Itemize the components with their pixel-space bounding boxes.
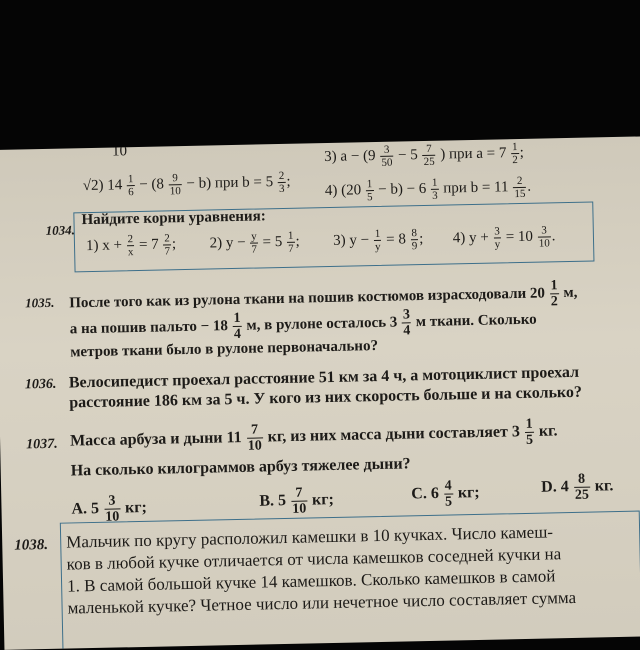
item3-mid: − 5 xyxy=(397,147,418,164)
problem-1037-number: 1037. xyxy=(26,436,58,453)
item4-mid: − b) − 6 xyxy=(378,180,427,198)
problem-1037-line-2: На сколько килограммов арбуз тяжелее дыни? xyxy=(70,455,411,480)
equation-4: 4) y + $\frac{3}{y}$ = 10 $\frac{3}{10}$ . xyxy=(452,224,556,251)
item3-fraction-1: $\frac{3}{50}$ xyxy=(381,143,393,169)
item3-when: ) при a = 7 xyxy=(440,145,507,163)
option-c: С. 6 $\frac{4}{5}$ кг; xyxy=(411,478,480,510)
item2-mid: − (8 xyxy=(139,176,165,193)
item4-fraction-2: $\frac{1}{3}$ xyxy=(431,176,438,202)
item2-end: − b) при b = 5 xyxy=(186,174,274,192)
cut-line xyxy=(112,143,127,160)
exercise-item-3: 3) a − (9 $\frac{3}{50}$ − 5 $\frac{7}{25}$ ) при a = 7 $\frac{1}{2}$ ; xyxy=(324,141,525,169)
item3-text: 3) a − (9 xyxy=(324,147,376,166)
exercise-item-2: √2) 14 $\frac{1}{6}$ − (8 $\frac{9}{10}$ − b) при b = 5 $\frac{2}{3}$ ; xyxy=(82,169,291,199)
item3-fraction-3: $\frac{1}{2}$ xyxy=(511,141,518,167)
item2-fraction-2: $\frac{9}{10}$ xyxy=(169,172,181,198)
problem-1038-line-3: 1. В самой большой кучке 14 камешков. Сколько камешков в самой xyxy=(66,566,556,596)
problem-1038-line-2: ков в любой кучке отличается от числа камешков соседней кучки на xyxy=(66,544,562,574)
item4-fraction-1: $\frac{1}{5}$ xyxy=(366,178,373,204)
exercise-item-4: 4) (20 $\frac{1}{5}$ − b) − 6 $\frac{1}{3}$ при b = 11 $\frac{2}{15}$ . xyxy=(324,174,532,204)
problem-1038-line-4: маленькой кучке? Четное число или нечетное число составляет сумма xyxy=(67,587,577,618)
option-a: А. 5 $\frac{3}{10}$ кг; xyxy=(71,493,148,525)
problem-1036-line-2: расстояние 186 км за 5 ч. У кого из них скорость больше и на сколько? xyxy=(69,383,583,412)
item2-fraction-3: $\frac{2}{3}$ xyxy=(278,169,285,196)
problem-1038-line-1: Мальчик по кругу расположил камешки в 10 кучках. Число камеш- xyxy=(66,522,554,552)
equation-2: 2) y − $\frac{y}{7}$ = 5 $\frac{1}{7}$ ; xyxy=(209,229,304,256)
problem-1035-line-3: метров ткани было в рулоне первоначально? xyxy=(70,338,379,361)
item4-prefix: 4) (20 xyxy=(324,182,362,200)
equation-3: 3) y − $\frac{1}{y}$ = 8 $\frac{8}{9}$ ; xyxy=(333,227,428,254)
problem-1036-line-1: Велосипедист проехал расстояние 51 км за 4 ч, а мотоциклист проехал xyxy=(68,363,580,392)
problem-1035-line-2: а на пошив пальто − 18 $\frac{1}{4}$ м, в рулоне осталось 3 $\frac{3}{4}$ м ткани. Сколько xyxy=(69,307,537,343)
problem-1038-number: 1038. xyxy=(14,536,49,554)
problem-1035-number: 1035. xyxy=(25,294,55,311)
textbook-page xyxy=(0,136,640,650)
problem-1037-line-1: Масса арбуза и дыни 11 $\frac{7}{10}$ кг, из них масса дыни составляет 3 $\frac{1}{5}$ кг. xyxy=(69,416,558,454)
item2-prefix: √2) 14 xyxy=(82,177,123,195)
item3-fraction-2: $\frac{7}{25}$ xyxy=(423,142,435,169)
item4-fraction-3: $\frac{2}{15}$ xyxy=(514,174,526,201)
problem-1034-title: Найдите корни уравнения: xyxy=(81,208,266,229)
problem-1034-number: 1034. xyxy=(45,222,76,238)
equation-1: 1) x + $\frac{2}{x}$ = 7 $\frac{2}{7}$ ; xyxy=(85,232,181,259)
item2-fraction-1: $\frac{1}{6}$ xyxy=(127,173,134,199)
cut-left-text: 10 xyxy=(111,143,128,160)
item4-end: при b = 11 xyxy=(443,179,509,197)
problem-1035-line-1: После того как из рулона ткани на пошив костюмов израсходовали 20 $\frac{1}{2}$ м, xyxy=(69,278,578,312)
option-d: D. 4 $\frac{8}{25}$ кг. xyxy=(541,471,614,503)
problem-1036-number: 1036. xyxy=(24,376,57,393)
option-b: В. 5 $\frac{7}{10}$ кг; xyxy=(259,485,335,517)
